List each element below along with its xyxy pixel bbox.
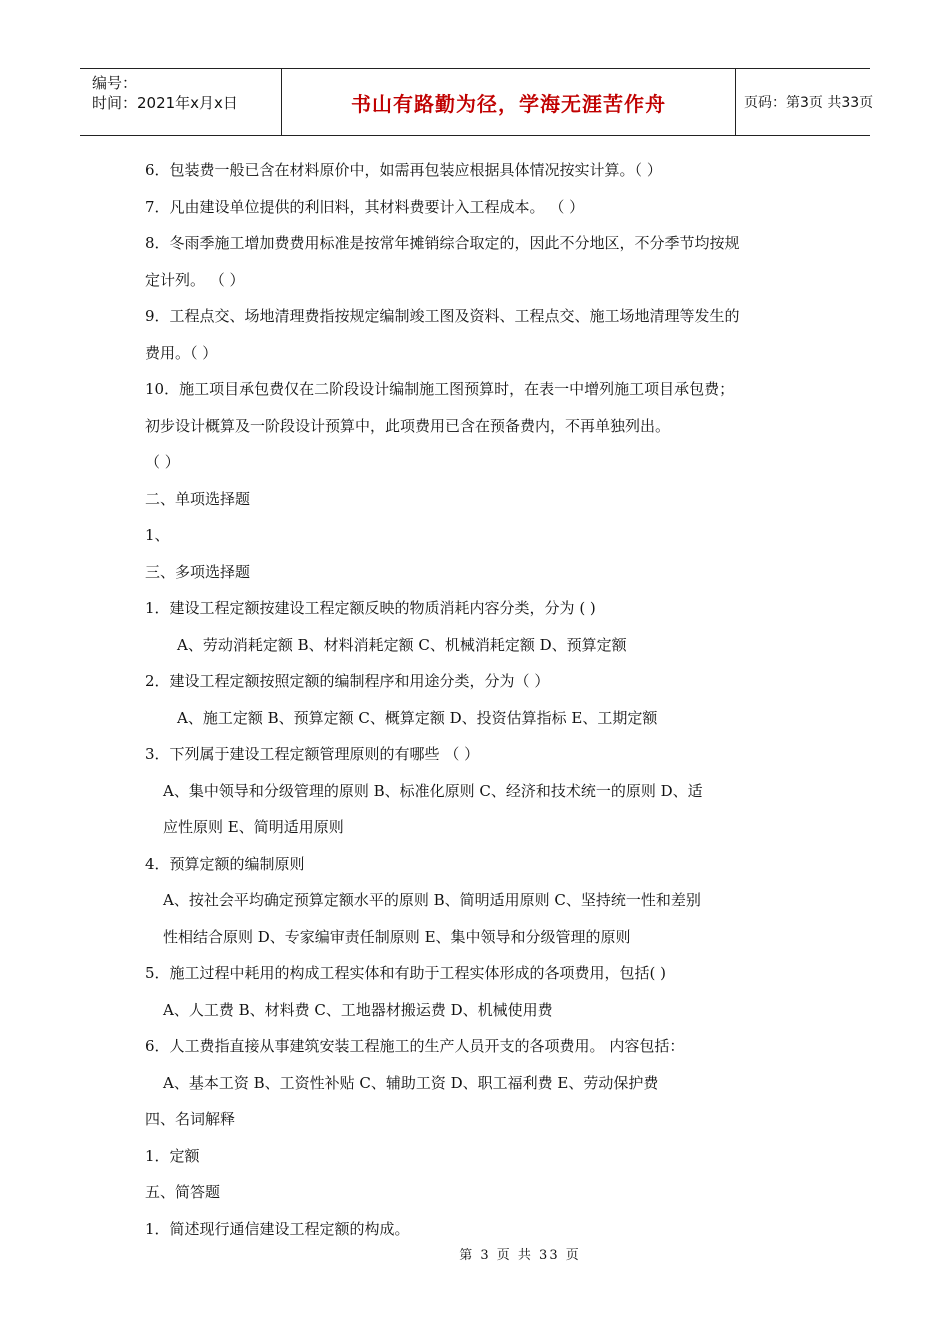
question-line: 初步设计概算及一阶段设计预算中，此项费用已含在预备费内，不再单独列出。	[145, 416, 671, 435]
section-heading: 四、名词解释	[145, 1110, 236, 1128]
question-line: 6．包装费一般已含在材料原价中，如需再包装应根据具体情况按实计算。（ ）	[145, 161, 662, 179]
question-line: 1、	[145, 526, 170, 544]
question-line: 1．简述现行通信建设工程定额的构成。	[145, 1219, 410, 1238]
question-line: 5．施工过程中耗用的构成工程实体和有助于工程实体形成的各项费用，包括( )	[145, 964, 667, 982]
options-line: A、基本工资 B、工资性补贴 C、辅助工资 D、职工福利费 E、劳动保护费	[163, 1073, 659, 1092]
number-label: 编号：	[92, 74, 138, 92]
section-heading: 三、多项选择题	[145, 562, 251, 581]
time-label: 时间：2021年x月x日	[92, 94, 238, 112]
question-line: 3．下列属于建设工程定额管理原则的有哪些 （ ）	[145, 745, 480, 763]
options-line: A、人工费 B、材料费 C、工地器材搬运费 D、机械使用费	[163, 1000, 553, 1019]
question-line: 费用。（ ）	[145, 343, 218, 362]
options-line: A、集中领导和分级管理的原则 B、标准化原则 C、经济和技术统一的原则 D、适	[163, 781, 703, 800]
options-line: A、施工定额 B、预算定额 C、概算定额 D、投资估算指标 E、工期定额	[177, 708, 658, 727]
question-line: 1．定额	[145, 1146, 200, 1165]
section-heading: 五、简答题	[145, 1183, 221, 1201]
footer-page-number: 第 3 页 共 33 页	[459, 1248, 581, 1263]
options-line: 性相结合原则 D、专家编审责任制原则 E、集中领导和分级管理的原则	[163, 927, 631, 946]
question-line: 4．预算定额的编制原则	[145, 854, 305, 873]
question-line: 8．冬雨季施工增加费费用标准是按常年摊销综合取定的，因此不分地区，不分季节均按规	[145, 234, 740, 252]
options-line: 应性原则 E、简明适用原则	[163, 818, 344, 836]
header-info	[80, 69, 280, 135]
question-line: 2．建设工程定额按照定额的编制程序和用途分类，分为（ ）	[145, 672, 550, 690]
document-body	[145, 152, 810, 1247]
question-line: （ ）	[145, 453, 180, 471]
options-line: A、劳动消耗定额 B、材料消耗定额 C、机械消耗定额 D、预算定额	[177, 635, 627, 654]
question-line: 定计列。 （ ）	[145, 270, 245, 289]
page-header	[80, 68, 874, 136]
question-line: 10．施工项目承包费仅在二阶段设计编制施工图预算时，在表一中增列施工项目承包费；	[145, 380, 735, 398]
question-line: 9．工程点交、场地清理费指按规定编制竣工图及资料、工程点交、施工场地清理等发生的	[145, 307, 740, 325]
header-motto: 书山有路勤为径，学海无涯苦作舟	[281, 69, 736, 135]
question-line: 6．人工费指直接从事建筑安装工程施工的生产人员开支的各项费用。 内容包括：	[145, 1037, 685, 1055]
question-line: 1．建设工程定额按建设工程定额反映的物质消耗内容分类，分为 ( )	[145, 599, 596, 617]
page-footer	[0, 1244, 950, 1263]
section-heading: 二、单项选择题	[145, 489, 251, 508]
header-page-label: 页码：第3页 共33页	[744, 95, 874, 111]
options-line: A、按社会平均确定预算定额水平的原则 B、简明适用原则 C、坚持统一性和差别	[163, 891, 701, 909]
question-line: 7．凡由建设单位提供的利旧料，其材料费要计入工程成本。 （ ）	[145, 197, 585, 216]
